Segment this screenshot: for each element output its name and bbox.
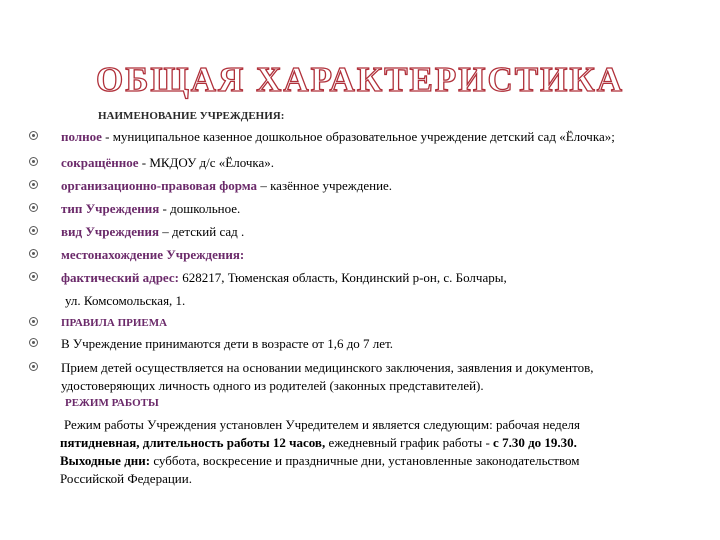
item-key: сокращённое (61, 155, 139, 170)
admission-rule: В Учреждение принимаются дети в возрасте от 1,6 до 7 лет. (61, 336, 394, 351)
item-key: вид Учреждения (61, 224, 159, 239)
page-title: ОБЩАЯ ХАРАКТЕРИСТИКА (95, 60, 624, 99)
bullet-icon (29, 157, 38, 166)
section-heading-schedule: РЕЖИМ РАБОТЫ (65, 397, 159, 409)
item-value: – казённое учреждение. (257, 178, 393, 193)
item-key: фактический адрес: (61, 270, 179, 285)
item-key: местонахождение Учреждения: (61, 247, 245, 262)
section-heading-admission: ПРАВИЛА ПРИЕМА (61, 317, 168, 329)
bullet-icon (29, 338, 38, 347)
bullet-icon (29, 249, 38, 258)
schedule-line-3 (60, 452, 660, 470)
bullet-icon (29, 131, 38, 140)
schedule-text: ежедневный график работы - (325, 435, 494, 450)
schedule-line-1: Режим работы Учреждения установлен Учредителем и является следующим: рабочая неделя (64, 417, 580, 432)
schedule-bold: пятидневная, длительность работы 12 часов, (60, 435, 326, 450)
item-value: – детский сад . (159, 224, 245, 239)
item-value: - МКДОУ д/с «Ёлочка». (138, 155, 275, 170)
address-line-2: ул. Комсомольская, 1. (65, 293, 186, 308)
schedule-line-4: Российской Федерации. (60, 471, 192, 486)
bullet-icon (29, 272, 38, 281)
item-value: 628217, Тюменская область, Кондинский р-он, с. Болчары, (178, 270, 507, 285)
schedule-hours: с 7.30 до 19.30. (493, 435, 577, 450)
bullet-icon (29, 362, 38, 371)
bullet-icon (29, 203, 38, 212)
schedule-bold: Выходные дни: (60, 453, 151, 468)
admission-rule: Прием детей осуществляется на основании медицинского заключения, заявления и документов, (61, 360, 594, 375)
item-value: - дошкольное. (159, 201, 241, 216)
bullet-icon (29, 317, 38, 326)
schedule-text: суббота, воскресение и праздничные дни, установленные законодательством (150, 453, 580, 468)
item-value: - муниципальное казенное дошкольное образовательное учреждение детский сад «Ёлочка»; (101, 129, 615, 144)
schedule-line-2 (60, 434, 660, 452)
bullet-icon (29, 226, 38, 235)
admission-rule-cont: удостоверяющих личность одного из родителей (законных представителей). (61, 378, 484, 393)
item-key: тип Учреждения (61, 201, 160, 216)
item-key: полное (61, 129, 102, 144)
section-heading-name: НАИМЕНОВАНИЕ УЧРЕЖДЕНИЯ: (98, 110, 285, 122)
bullet-icon (29, 180, 38, 189)
item-key: организационно-правовая форма (61, 178, 258, 193)
